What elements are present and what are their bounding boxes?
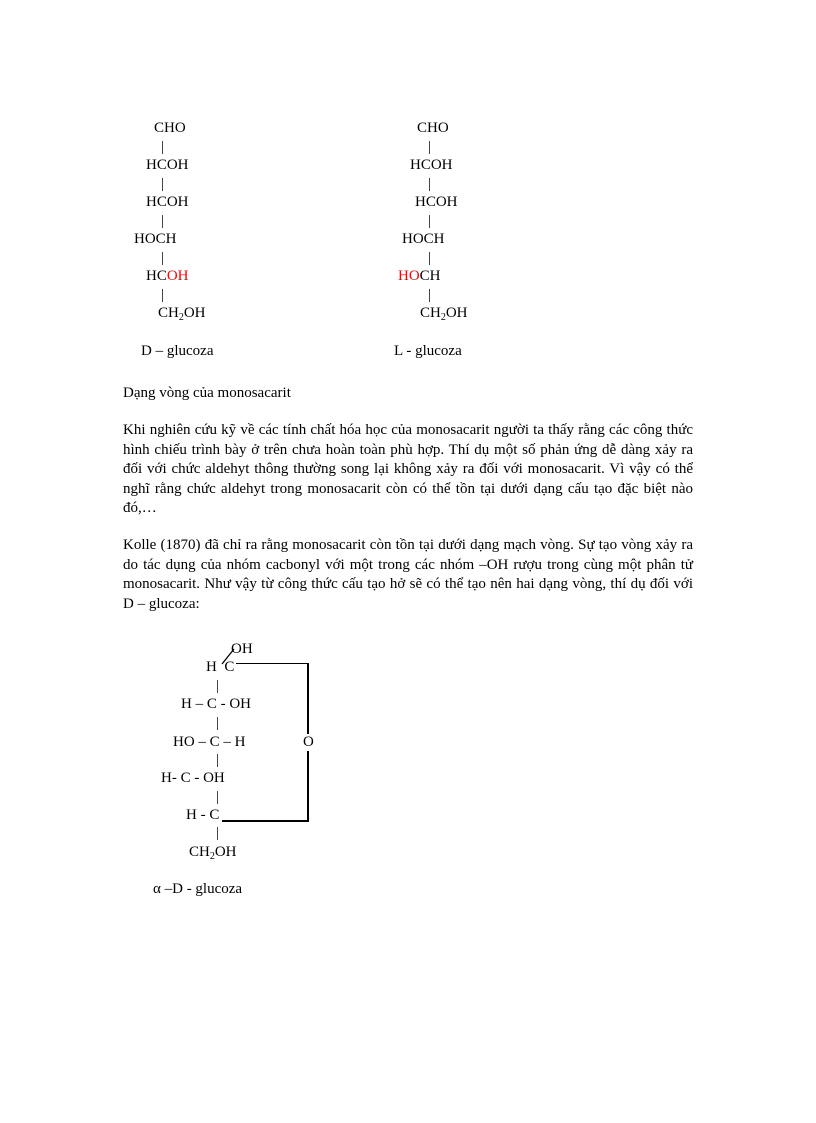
alpha-d-glucose-label: α –D - glucoza	[153, 881, 243, 897]
section-title: Dạng vòng của monosacarit	[123, 385, 291, 401]
l-glucose-label: L - glucoza	[394, 343, 462, 359]
cyclic-bond: |	[216, 752, 220, 768]
l-glucose-c5: HOCH	[398, 268, 441, 284]
paragraph-2: Kolle (1870) đã chỉ ra rằng monosacarit còn tồn tại dưới dạng mạch vòng. Sự tạo vòng xảy ra do tác dụng của nhóm cacbonyl với một trong các nhóm –OH rượu trong cùng một phân tử monosacarit. Như vậy từ công thức cấu tạo hở sẽ có thể tạo nên hai dạng vòng, thí dụ đối với D – glucoza:	[123, 537, 693, 612]
d-glucose-bond: |	[161, 213, 165, 229]
cyclic-c5: H - C	[186, 807, 220, 823]
d-glucose-label: D – glucoza	[141, 343, 214, 359]
cyclic-oh-top: OH	[231, 641, 253, 657]
cyclic-ch2oh: $CH_2OH$	[189, 844, 237, 862]
cyclic-bond: |	[216, 789, 220, 805]
ring-bond-bottom	[222, 820, 309, 822]
d-glucose-bond: |	[161, 287, 165, 303]
cyclic-bond: |	[216, 715, 220, 731]
l-glucose-bond: |	[428, 250, 432, 266]
cyclic-c4: H- C - OH	[161, 770, 225, 786]
cyclic-bond: |	[216, 825, 220, 841]
d-glucose-c2: HCOH	[146, 157, 189, 173]
d-glucose-cho: CHO	[154, 120, 186, 136]
cyclic-c2: H – C - OH	[181, 696, 251, 712]
l-glucose-bond: |	[428, 213, 432, 229]
l-glucose-highlight-ho: HO	[398, 268, 420, 284]
l-glucose-c3: HCOH	[415, 194, 458, 210]
d-glucose-ch2oh: $CH_2OH$	[158, 305, 206, 323]
d-glucose-bond: |	[161, 139, 165, 155]
cyclic-bond: |	[216, 678, 220, 694]
l-glucose-cho: CHO	[417, 120, 449, 136]
d-glucose-bond: |	[161, 250, 165, 266]
d-glucose-c3: HCOH	[146, 194, 189, 210]
ring-bond-right-upper	[307, 663, 309, 734]
l-glucose-bond: |	[428, 176, 432, 192]
ring-bond-top	[236, 663, 309, 664]
paragraph-1: Khi nghiên cứu kỹ về các tính chất hóa học của monosacarit người ta thấy rằng các công thức hình chiếu trình bày ở trên chưa hoàn toàn phù hợp. Thí dụ một số phản ứng dễ dàng xảy ra đối với chức aldehyt thông thường song lại không xảy ra đối với monosacarit. Vì vậy có thể nghĩ rằng chức aldehyt trong monosacarit còn có thể tồn tại dưới dạng cấu tạo đặc biệt nào đó,…	[123, 422, 693, 516]
l-glucose-c4: HOCH	[402, 231, 445, 247]
d-glucose-highlight-oh: OH	[166, 268, 189, 284]
cyclic-c1: H C	[206, 659, 235, 675]
d-glucose-bond: |	[161, 176, 165, 192]
ring-bond-right-lower	[307, 751, 309, 822]
l-glucose-ch2oh: $CH_2OH$	[420, 305, 468, 323]
l-glucose-bond: |	[428, 139, 432, 155]
l-glucose-c2: HCOH	[410, 157, 453, 173]
d-glucose-c5: HCOH	[146, 268, 189, 284]
d-glucose-c4: HOCH	[134, 231, 177, 247]
l-glucose-bond: |	[428, 287, 432, 303]
ring-oxygen: O	[303, 734, 314, 750]
cyclic-c3: HO – C – H	[173, 734, 246, 750]
